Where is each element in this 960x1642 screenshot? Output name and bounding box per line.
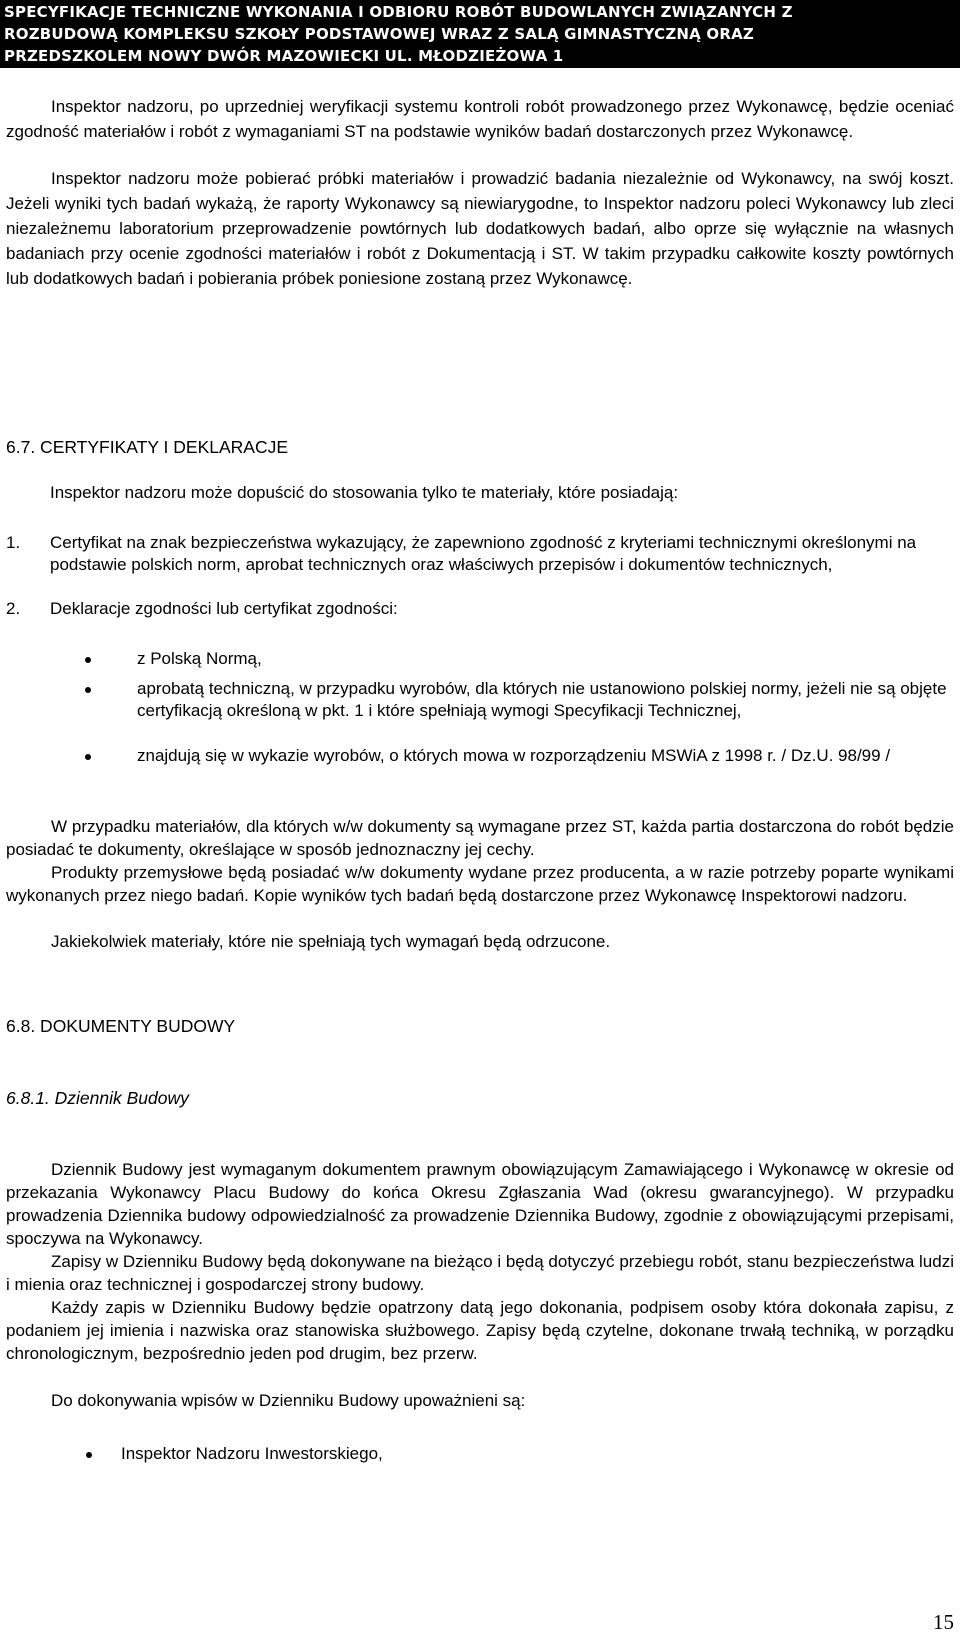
bullet-icon <box>85 754 91 760</box>
bullet-text: Inspektor Nadzoru Inwestorskiego, <box>121 1444 383 1463</box>
section-heading-6-8-1: 6.8.1. Dziennik Budowy <box>6 1088 189 1108</box>
list-number: 2. <box>6 599 21 618</box>
header-line-3: PRZEDSZKOLEM NOWY DWÓR MAZOWIECKI UL. MŁODZIEŻOWA 1 <box>4 47 564 65</box>
bullet-item <box>137 745 957 767</box>
list-number: 1. <box>6 533 21 552</box>
paragraph-authorized: Do dokonywania wpisów w Dzienniku Budowy upoważnieni są: <box>51 1391 526 1410</box>
header-line-2: ROZBUDOWĄ KOMPLEKSU SZKOŁY PODSTAWOWEJ WRAZ Z SALĄ GIMNASTYCZNĄ ORAZ <box>4 25 754 43</box>
paragraph-zapisy: Zapisy w Dzienniku Budowy będą dokonywane na bieżąco i będą dotyczyć przebiegu robót, stanu bezpieczeństwa ludzi i mienia oraz technicznej i gospodarczej strony budowy. <box>6 1252 954 1294</box>
paragraph-sampling: Inspektor nadzoru może pobierać próbki materiałów i prowadzić badania niezależnie od Wykonawcy, na swój koszt. Jeżeli wyniki tych badań wykażą, że raporty Wykonawcy są niewiarygodne, to Inspektor nadzoru poleci Wykonawcy lub zleci niezależnemu laboratorium przeprowadzenie powtórnych lub dodatkowych badań, albo oprze się wyłącznie na własnych badaniach przy ocenie zgodności materiałów i robót z Dokumentacją i ST. W takim przypadku całkowite koszty powtórnych lub dodatkowych badań i pobierania próbek poniesione zostaną przez Wykonawcę. <box>6 169 954 288</box>
bullet-icon <box>86 1452 92 1458</box>
bullet-icon <box>85 657 91 663</box>
bullet-text: z Polską Normą, <box>137 649 262 668</box>
bullet-text: aprobatą techniczną, w przypadku wyrobów, dla których nie ustanowiono polskiej normy, jeżeli nie są objęte certyfikacją określoną w pkt. 1 i które spełniają wymogi Specyfikacji Technicznej, <box>137 679 947 720</box>
header-line-1: SPECYFIKACJE TECHNICZNE WYKONANIA I ODBIORU ROBÓT BUDOWLANYCH ZWIĄZANYCH Z <box>4 3 793 21</box>
paragraph-dziennik: Dziennik Budowy jest wymaganym dokumentem prawnym obowiązującym Zamawiającego i Wykonawcę w okresie od przekazania Wykonawcy Placu Budowy do końca Okresu Zgłaszania Wad (okresu gwarancyjnego). W przypadku prowadzenia Dziennika budowy odpowiedzialność za prowadzenie Dziennika Budowy, zgodnie z obowiązującymi przepisami, spoczywa na Wykonawcy. <box>6 1160 954 1248</box>
numbered-item-2 <box>6 598 954 620</box>
section-heading-6-7: 6.7. CERTYFIKATY I DEKLARACJE <box>6 437 289 457</box>
list-item-text: Deklaracje zgodności lub certyfikat zgodności: <box>50 599 398 618</box>
paragraph-verification: Inspektor nadzoru, po uprzedniej weryfikacji systemu kontroli robót prowadzonego przez Wykonawcę, będzie oceniać zgodność materiałów i robót z wymaganiami ST na podstawie wyników badań dostarczonych przez Wykonawcę. <box>6 97 954 141</box>
paragraph-rejected: Jakiekolwiek materiały, które nie spełniają tych wymagań będą odrzucone. <box>51 932 611 951</box>
paragraph-products: Produkty przemysłowe będą posiadać w/w dokumenty wydane przez producenta, a w razie potrzeby poparte wynikami wykonanych przez niego badań. Kopie wyników tych badań będą dostarczone przez Wykonawcę Inspektorowi nadzoru. <box>6 863 954 905</box>
list-item-text: Certyfikat na znak bezpieczeństwa wykazujący, że zapewniono zgodność z kryteriami technicznymi określonymi na podstawie polskich norm, aprobat technicznych oraz właściwych przepisów i dokumentów technicznych, <box>50 533 917 574</box>
bullet-item <box>137 678 957 722</box>
paragraph-kazdy-zapis: Każdy zapis w Dzienniku Budowy będzie opatrzony datą jego dokonania, podpisem osoby która dokonała zapisu, z podaniem jej imienia i nazwiska oraz stanowiska służbowego. Zapisy będą czytelne, dokonane trwałą techniką, w porządku chronologicznym, bezpośrednio jeden pod drugim, bez przerw. <box>6 1298 954 1363</box>
bullet-icon <box>85 687 91 693</box>
paragraph-partia: W przypadku materiałów, dla których w/w dokumenty są wymagane przez ST, każda partia dostarczona do robót będzie posiadać te dokumenty, określające w sposób jednoznaczny jej cechy. <box>6 817 954 859</box>
document-header <box>0 0 960 68</box>
bullet-text: znajdują się w wykazie wyrobów, o których mowa w rozporządzeniu MSWiA z 1998 r. / Dz.U. 98/99 / <box>137 746 891 765</box>
page-number: 15 <box>933 1610 954 1634</box>
bullet-item <box>121 1443 941 1465</box>
bullet-item <box>137 648 957 670</box>
numbered-item-1 <box>6 532 954 576</box>
section-heading-6-8: 6.8. DOKUMENTY BUDOWY <box>6 1016 236 1036</box>
paragraph-intro-6-7: Inspektor nadzoru może dopuścić do stosowania tylko te materiały, które posiadają: <box>50 483 679 502</box>
